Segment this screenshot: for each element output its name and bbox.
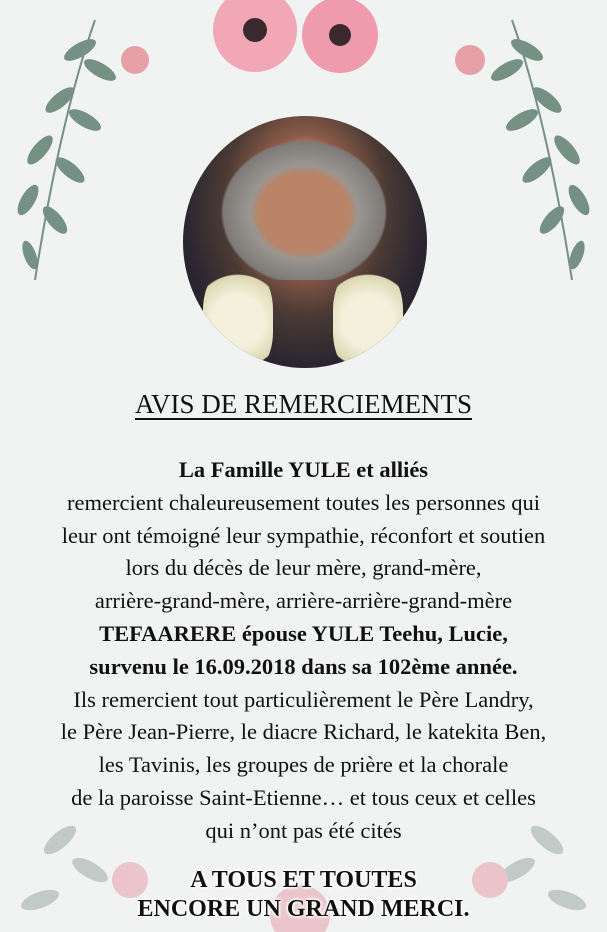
body-line: lors du décès de leur mère, grand-mère, xyxy=(125,555,482,581)
notice-title xyxy=(0,389,607,420)
portrait-photo xyxy=(183,116,427,368)
notice-body xyxy=(0,454,607,848)
body-line: le Père Jean-Pierre, le diacre Richard, le katekita Ben, xyxy=(60,719,547,745)
body-line: de la paroisse Saint-Etienne… et tous ceux et celles xyxy=(71,784,536,810)
closing-line: ENCORE UN GRAND MERCI. xyxy=(137,896,470,922)
leaf-branch-left xyxy=(13,20,119,280)
closing-message xyxy=(0,866,607,924)
closing-line: A TOUS ET TOUTES xyxy=(190,867,417,893)
body-line: les Tavinis, les groupes de prière et la chorale xyxy=(98,752,509,778)
body-line: arrière-grand-mère, arrière-arrière-grand-mère xyxy=(94,588,513,614)
body-line: qui n’ont pas été cités xyxy=(205,817,402,843)
body-line: survenu le 16.09.2018 dans sa 102ème année. xyxy=(89,653,518,679)
notice-title-text: AVIS DE REMERCIEMENTS xyxy=(134,389,473,419)
body-line: Ils remercient tout particulièrement le Père Landry, xyxy=(73,686,534,712)
body-line: remercient chaleureusement toutes les personnes qui xyxy=(67,489,540,515)
body-line: TEFAARERE épouse YULE Teehu, Lucie, xyxy=(99,620,508,646)
body-line: leur ont témoigné leur sympathie, réconfort et soutien xyxy=(61,522,546,548)
body-line: La Famille YULE et alliés xyxy=(178,457,429,482)
leaf-branch-right xyxy=(488,20,594,280)
flowers-top xyxy=(121,0,485,75)
